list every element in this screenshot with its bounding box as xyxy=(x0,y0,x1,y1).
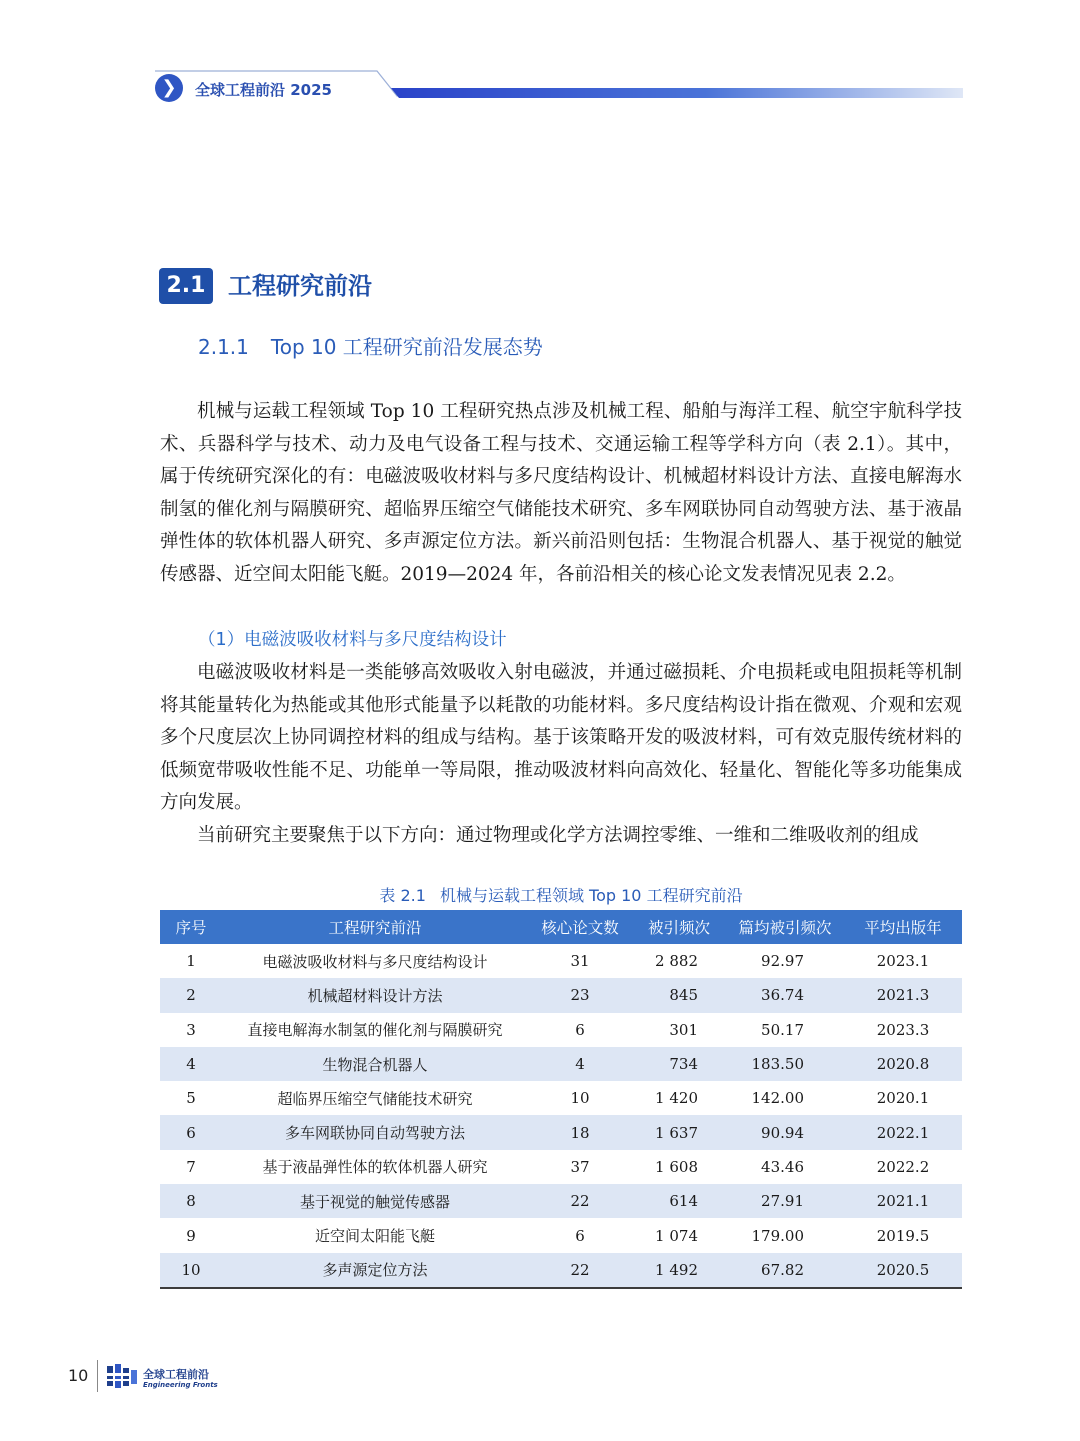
cell-avg-citations: 50.17 xyxy=(761,1020,804,1039)
cell-avg-citations: 36.74 xyxy=(726,978,844,1012)
cell-avg-year: 2023.3 xyxy=(876,1020,930,1039)
cell-no: 6 xyxy=(160,1115,222,1149)
table-row xyxy=(160,1081,962,1115)
table-row xyxy=(160,944,962,978)
col-header-no: 序号 xyxy=(160,910,222,944)
cell-avg-year: 2020.5 xyxy=(844,1253,962,1288)
cell-no: 9 xyxy=(186,1226,196,1245)
header-title: 全球工程前沿 2025 xyxy=(195,81,332,99)
cell-avg-year: 2019.5 xyxy=(876,1226,930,1245)
cell-no: 1 xyxy=(186,952,196,971)
cell-papers: 37 xyxy=(570,1157,590,1176)
cell-papers: 6 xyxy=(575,1226,585,1245)
cell-citations: 1 492 xyxy=(632,1253,726,1288)
running-header xyxy=(155,70,963,110)
chevron-right-icon: ❯ xyxy=(155,74,183,102)
table-caption-title: 机械与运载工程领域 Top 10 工程研究前沿 xyxy=(439,886,743,905)
col-header-avg-citations: 篇均被引频次 xyxy=(726,910,844,944)
cell-citations: 1 608 xyxy=(655,1157,698,1176)
cell-front: 直接电解海水制氢的催化剂与隔膜研究 xyxy=(247,1021,503,1040)
cell-papers: 23 xyxy=(528,978,632,1012)
cell-avg-citations: 92.97 xyxy=(761,952,804,971)
paragraph-text: 机械与运载工程领域 Top 10 工程研究热点涉及机械工程、船舶与海洋工程、航空宇航科学技术、兵器科学与技术、动力及电气设备工程与技术、交通运输工程等学科方向（表 2.1）。其中，属于传统研究深化的有：电磁波吸收材料与多尺度结构设计、机械超材料设计方法、直接电解海水制氢的催化剂与隔膜研究、超临界压缩空气储能技术研究、多车网联协同自动驾驶方法、基于液晶弹性体的软体机器人研究、多声源定位方法。新兴前沿则包括：生物混合机器人、基于视觉的触觉传感器、近空间太阳能飞艇。2019—2024 年，各前沿相关的核心论文发表情况见表 2.2。 xyxy=(160,401,962,585)
cell-papers: 6 xyxy=(575,1020,585,1039)
cell-no: 10 xyxy=(160,1253,222,1288)
table-caption xyxy=(160,883,962,909)
cell-avg-year: 2022.1 xyxy=(844,1115,962,1149)
table-row xyxy=(160,1013,962,1047)
cell-avg-year: 2020.1 xyxy=(876,1089,930,1108)
cell-front: 基于液晶弹性体的软体机器人研究 xyxy=(262,1158,488,1177)
table-row xyxy=(160,1115,962,1149)
cell-avg-year: 2021.1 xyxy=(844,1184,962,1218)
subsection-heading xyxy=(198,332,543,362)
cell-avg-citations: 183.50 xyxy=(726,1047,844,1081)
cell-no: 4 xyxy=(160,1047,222,1081)
cell-front: 超临界压缩空气储能技术研究 xyxy=(277,1089,473,1108)
cell-papers: 31 xyxy=(570,952,590,971)
cell-citations: 1 074 xyxy=(655,1226,698,1245)
subsection-title: Top 10 工程研究前沿发展态势 xyxy=(270,335,543,359)
section-title: 工程研究前沿 xyxy=(228,272,372,300)
cell-avg-year: 2020.8 xyxy=(844,1047,962,1081)
table-caption-number: 表 2.1 xyxy=(379,886,426,905)
table-header-row xyxy=(160,910,962,944)
cell-papers: 10 xyxy=(570,1089,590,1108)
cell-avg-citations: 27.91 xyxy=(726,1184,844,1218)
cell-no: 8 xyxy=(160,1184,222,1218)
cell-no: 3 xyxy=(186,1020,196,1039)
fronts-table xyxy=(160,910,962,1289)
col-header-front: 工程研究前沿 xyxy=(222,910,528,944)
cell-avg-citations: 179.00 xyxy=(751,1226,804,1245)
cell-no: 7 xyxy=(186,1157,196,1176)
footer-logo-title: 全球工程前沿 xyxy=(143,1368,209,1381)
col-header-papers: 核心论文数 xyxy=(528,910,632,944)
cell-front: 多声源定位方法 xyxy=(222,1253,528,1288)
table-row xyxy=(160,978,962,1012)
cell-front: 近空间太阳能飞艇 xyxy=(314,1227,435,1246)
footer-logo-subtitle: Engineering Fronts xyxy=(143,1381,218,1389)
paragraph-intro xyxy=(160,396,962,592)
cell-avg-year: 2021.3 xyxy=(844,978,962,1012)
page-number: 10 xyxy=(68,1366,89,1385)
table-row xyxy=(160,1184,962,1218)
col-header-avg-year: 平均出版年 xyxy=(844,910,962,944)
table-row xyxy=(160,1253,962,1288)
cell-citations: 301 xyxy=(669,1020,698,1039)
cell-avg-citations: 43.46 xyxy=(761,1157,804,1176)
paragraph-text: 当前研究主要聚焦于以下方向：通过物理或化学方法调控零维、一维和二维吸收剂的组成 xyxy=(197,825,919,846)
cell-avg-year: 2022.2 xyxy=(876,1157,930,1176)
cell-front: 电磁波吸收材料与多尺度结构设计 xyxy=(262,952,488,971)
section-number: 2.1 xyxy=(159,268,213,304)
cell-papers: 18 xyxy=(528,1115,632,1149)
engineering-fronts-logo-icon xyxy=(105,1362,139,1390)
cell-citations: 1 637 xyxy=(632,1115,726,1149)
table-row xyxy=(160,1218,962,1252)
cell-avg-citations: 90.94 xyxy=(726,1115,844,1149)
paragraph-em-absorbing xyxy=(160,657,962,820)
paragraph-current-research xyxy=(160,820,962,853)
cell-papers: 4 xyxy=(528,1047,632,1081)
cell-avg-year: 2023.1 xyxy=(876,952,930,971)
cell-front: 基于视觉的触觉传感器 xyxy=(222,1184,528,1218)
footer-divider xyxy=(97,1360,98,1392)
col-header-citations: 被引频次 xyxy=(632,910,726,944)
cell-citations: 614 xyxy=(632,1184,726,1218)
cell-avg-citations: 142.00 xyxy=(751,1089,804,1108)
cell-front: 机械超材料设计方法 xyxy=(222,978,528,1012)
table-row xyxy=(160,1047,962,1081)
subsection-number: 2.1.1 xyxy=(198,335,249,359)
table-row xyxy=(160,1150,962,1184)
cell-no: 2 xyxy=(160,978,222,1012)
cell-no: 5 xyxy=(186,1089,196,1108)
paragraph-text: 电磁波吸收材料是一类能够高效吸收入射电磁波，并通过磁损耗、介电损耗或电阻损耗等机制将其能量转化为热能或其他形式能量予以耗散的功能材料。多尺度结构设计指在微观、介观和宏观多个尺度层次上协同调控材料的组成与结构。基于该策略开发的吸波材料，可有效克服传统材料的低频宽带吸收性能不足、功能单一等局限，推动吸波材料向高效化、轻量化、智能化等多功能集成方向发展。 xyxy=(160,662,962,814)
cell-papers: 22 xyxy=(528,1184,632,1218)
cell-front: 多车网联协同自动驾驶方法 xyxy=(222,1115,528,1149)
cell-citations: 845 xyxy=(632,978,726,1012)
cell-avg-citations: 67.82 xyxy=(726,1253,844,1288)
cell-papers: 22 xyxy=(528,1253,632,1288)
cell-citations: 734 xyxy=(632,1047,726,1081)
cell-front: 生物混合机器人 xyxy=(222,1047,528,1081)
item-heading-1: （1）电磁波吸收材料与多尺度结构设计 xyxy=(198,630,507,650)
cell-citations: 1 420 xyxy=(655,1089,698,1108)
cell-citations: 2 882 xyxy=(655,952,698,971)
